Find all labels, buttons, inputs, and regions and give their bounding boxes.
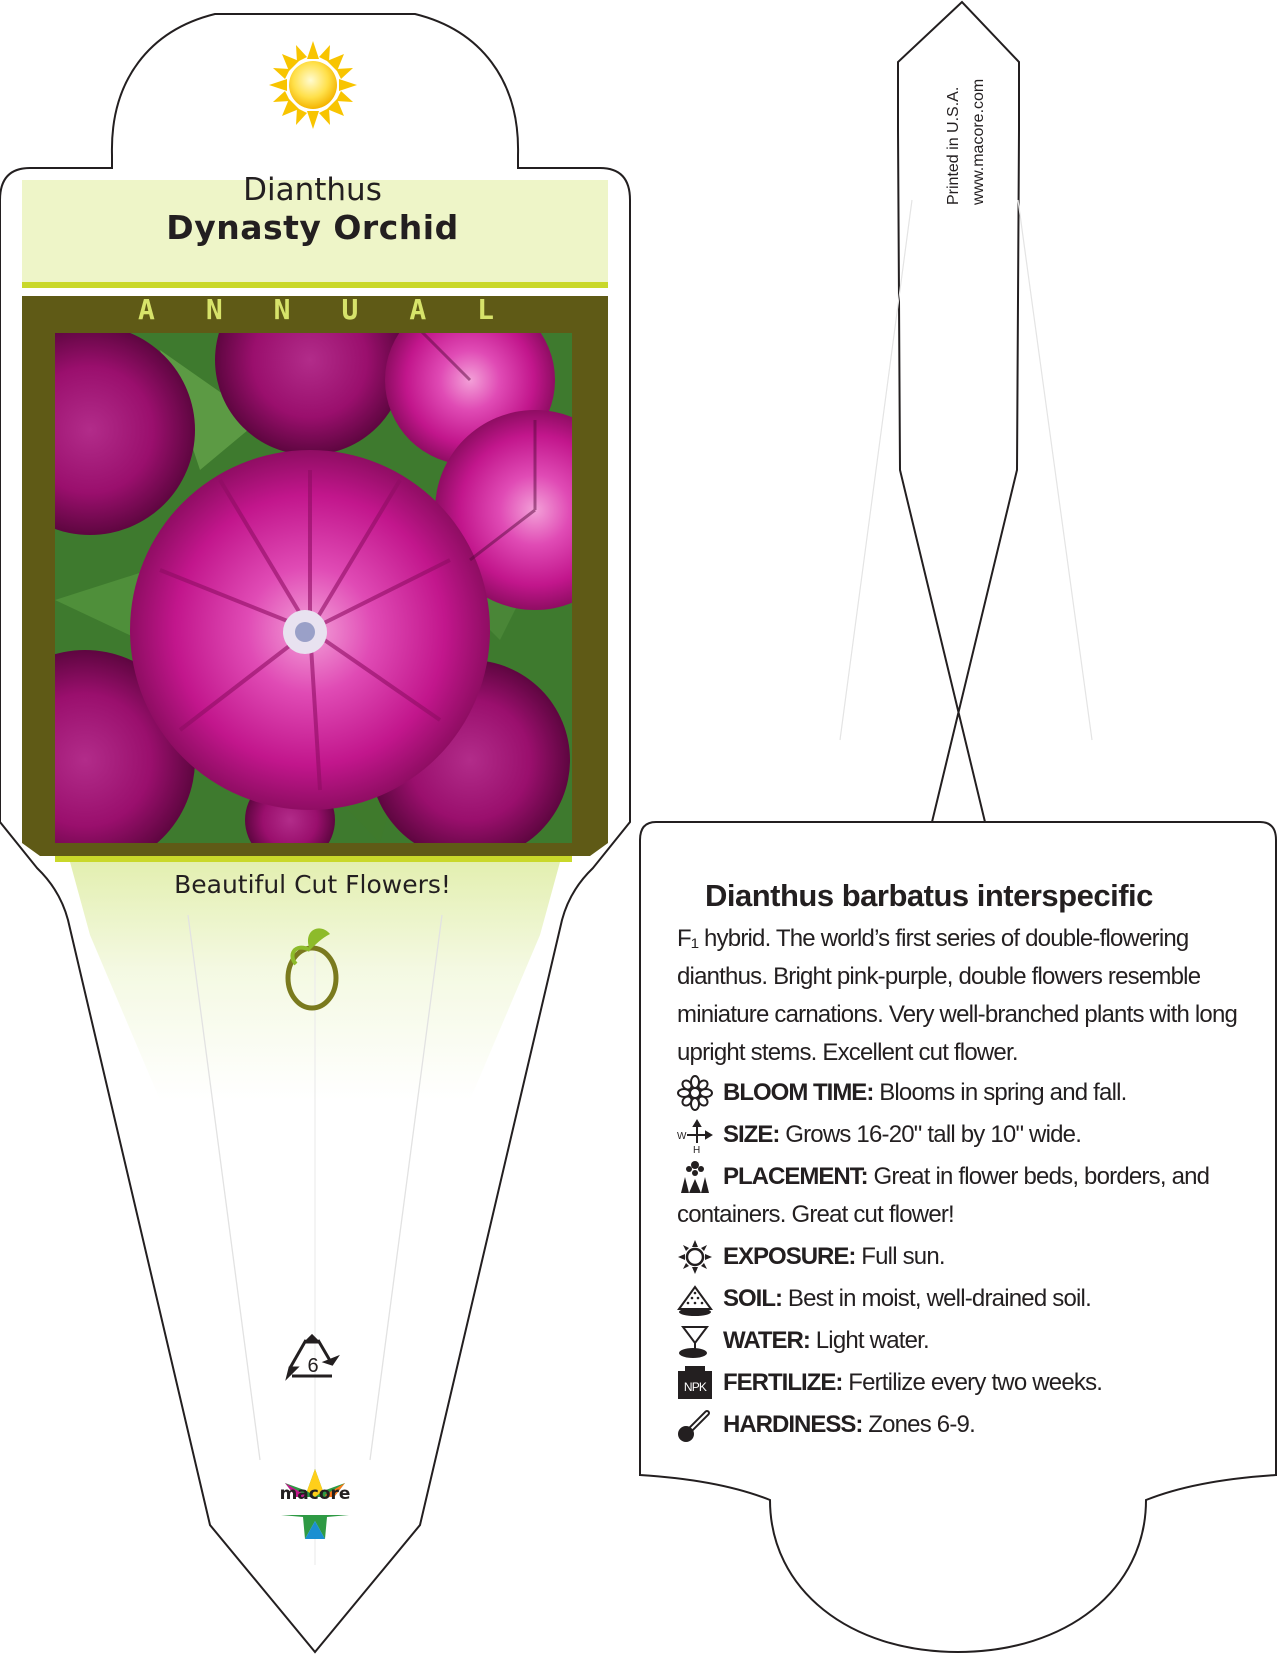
category-letter: N [205, 293, 223, 326]
category-letter: A [409, 293, 427, 326]
care-text: Blooms in spring and fall. [879, 1079, 1127, 1106]
category-label [138, 293, 494, 326]
care-text: Great in flower beds, borders, and [873, 1163, 1210, 1190]
care-item-exposure [677, 1236, 1247, 1278]
brand-name: macore [279, 1484, 351, 1504]
care-text: Light water. [815, 1327, 929, 1354]
care-item-soil [677, 1278, 1247, 1320]
size-icon [677, 1117, 713, 1153]
care-text: Best in moist, well-drained soil. [787, 1285, 1091, 1312]
care-label: EXPOSURE: [723, 1243, 856, 1270]
watering-can-icon [677, 1323, 713, 1359]
care-item-size [677, 1114, 1247, 1156]
care-label: SIZE: [723, 1121, 780, 1148]
care-item-water [677, 1320, 1247, 1362]
recycle-code: 6 [307, 1355, 319, 1377]
care-label: HARDINESS: [723, 1411, 863, 1438]
npk-icon [677, 1365, 713, 1401]
care-list [677, 1072, 1247, 1446]
plant-variety: Dynasty Orchid [166, 208, 459, 247]
placement-icon [677, 1159, 713, 1195]
thermometer-icon [677, 1407, 713, 1443]
category-letter: U [341, 293, 359, 326]
care-item-hardiness [677, 1404, 1247, 1446]
flower-icon [677, 1075, 713, 1111]
care-text: Full sun. [861, 1243, 945, 1270]
svg-text:NPK: NPK [683, 1380, 707, 1394]
care-text-continued: containers. Great cut flower! [677, 1201, 954, 1228]
soil-icon [677, 1281, 713, 1317]
tagline: Beautiful Cut Flowers! [174, 870, 451, 899]
flower-photo [0, 265, 635, 870]
printed-in: Printed in U.S.A. [945, 86, 962, 205]
botanical-name: Dianthus barbatus interspecific [705, 878, 1153, 913]
svg-text:W: W [677, 1131, 686, 1142]
care-label: BLOOM TIME: [723, 1079, 874, 1106]
care-item-placement [677, 1156, 1247, 1198]
website: www.macore.com [970, 78, 987, 205]
care-label: SOIL: [723, 1285, 782, 1312]
svg-text:H: H [693, 1145, 700, 1153]
sun-outline-icon [677, 1239, 713, 1275]
sun-icon [269, 41, 357, 129]
care-label: FERTILIZE: [723, 1369, 843, 1396]
care-item-fertilize [677, 1362, 1247, 1404]
back-content [677, 878, 1247, 1446]
care-label: WATER: [723, 1327, 810, 1354]
care-text: Fertilize every two weeks. [848, 1369, 1103, 1396]
category-letter: A [138, 293, 155, 326]
category-letter: L [477, 293, 494, 326]
description: F₁ hybrid. The world’s first series of double-flowering dianthus. Bright pink-purple, double flowers resemble miniature carnations. Very well-branched plants with long upright stems. Excellent cut flower. [677, 925, 1238, 1066]
category-letter: N [273, 293, 291, 326]
care-item-bloom-time [677, 1072, 1247, 1114]
care-text: Zones 6-9. [868, 1411, 975, 1438]
care-label: PLACEMENT: [723, 1163, 868, 1190]
care-text: Grows 16-20" tall by 10" wide. [785, 1121, 1082, 1148]
plant-genus: Dianthus [243, 172, 382, 208]
